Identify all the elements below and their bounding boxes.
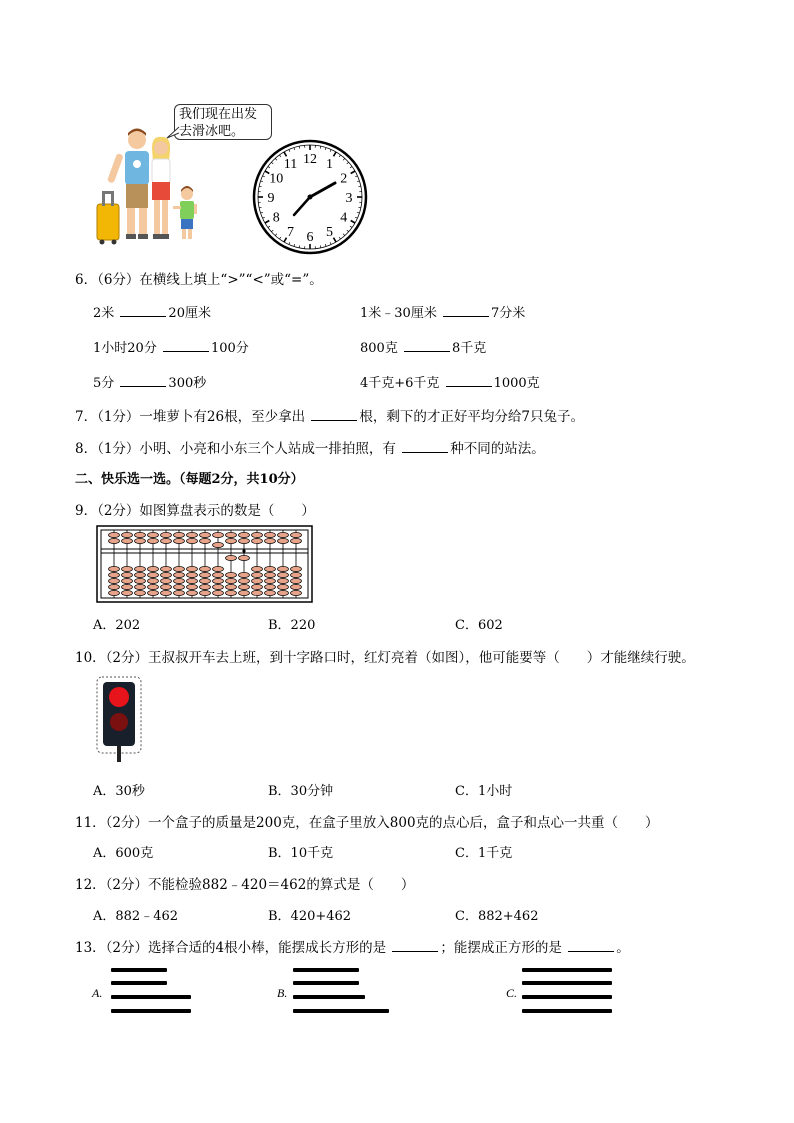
q9-option-a[interactable]: A．202 — [93, 618, 141, 633]
clock-number: 11 — [283, 157, 298, 173]
q10-option-b[interactable]: B．30分钟 — [268, 784, 334, 799]
clock-number: 10 — [269, 171, 284, 187]
q6-item-3 — [93, 337, 249, 356]
q6-item-1-blank[interactable] — [120, 304, 166, 317]
q13-a-stick — [111, 1009, 191, 1013]
q10-option-a[interactable]: A．30秒 — [93, 784, 145, 799]
clock-number: 9 — [267, 191, 275, 206]
abacus-image — [96, 525, 313, 603]
q10-title: 10．（2分）王叔叔开车去上班，到十字路口时，红灯亮着（如图），他可能要等（ ）才能继续行驶。 — [75, 650, 695, 666]
q13-b-stick — [293, 1009, 389, 1013]
q13-c-stick — [522, 995, 612, 999]
q6-item-1-left: 2米 — [93, 306, 115, 321]
clock-number: 4 — [340, 210, 348, 226]
family-illustration — [93, 124, 208, 246]
q13-text-middle: ；能摆成正方形的是 — [440, 940, 562, 956]
q6-item-2-right: 7分米 — [490, 306, 526, 321]
q9-option-c[interactable]: C．602 — [455, 618, 503, 633]
clock-number: 3 — [345, 191, 353, 206]
clock-number: 5 — [326, 224, 333, 240]
q8 — [75, 437, 545, 457]
q13-label-c[interactable]: C. — [506, 986, 518, 1000]
q6-item-2-left: 1米﹣30厘米 — [360, 306, 437, 321]
q13-c-stick — [522, 968, 612, 972]
q13-c-stick — [522, 1009, 612, 1013]
q6-item-4-left: 800克 — [360, 341, 398, 356]
q13-a-stick — [111, 995, 191, 999]
q13-label-a[interactable]: A. — [92, 986, 103, 1000]
q6-item-1 — [93, 302, 211, 321]
speech-bubble-tail — [166, 126, 180, 140]
q6-item-3-blank[interactable] — [163, 339, 209, 352]
q12-option-a[interactable]: A．882﹣462 — [93, 909, 179, 924]
q10-option-c[interactable]: C．1小时 — [455, 784, 513, 799]
clock-number: 12 — [303, 152, 317, 167]
q9-option-b[interactable]: B．220 — [268, 618, 316, 633]
q13-b-stick — [293, 995, 365, 999]
q7 — [75, 405, 584, 425]
q6-item-6-blank[interactable] — [446, 374, 492, 387]
q7-blank[interactable] — [311, 408, 357, 421]
q6-item-3-left: 1小时20分 — [93, 341, 157, 356]
q6-item-6-right: 1000克 — [493, 376, 540, 391]
q13-blank-square[interactable] — [568, 939, 614, 952]
section-2-heading: 二、快乐选一选。（每题2分，共10分） — [75, 472, 304, 487]
q6-item-2-blank[interactable] — [443, 304, 489, 317]
q6-item-6 — [360, 372, 540, 391]
clock-number: 6 — [306, 230, 314, 245]
q13-a-stick — [111, 981, 167, 985]
q6-item-1-right: 20厘米 — [168, 306, 211, 321]
q12-option-c[interactable]: C．882+462 — [455, 909, 539, 924]
q13-text-after: 。 — [616, 940, 630, 956]
q13-b-stick — [293, 981, 359, 985]
q6-item-4 — [360, 337, 486, 356]
q6-item-4-blank[interactable] — [404, 339, 450, 352]
q13-text-before: 13．（2分）选择合适的4根小棒，能摆成长方形的是 — [75, 940, 387, 956]
q13-c-stick — [522, 981, 612, 985]
q13-b-stick — [293, 968, 359, 972]
q7-text-before: 7．（1分）一堆萝卜有26根，至少拿出 — [75, 409, 306, 425]
clock-face — [252, 139, 368, 255]
q6-item-3-right: 100分 — [210, 341, 249, 356]
speech-line-1: 我们现在出发 — [179, 107, 258, 122]
q8-text-before: 8．（1分）小明、小亮和小东三个人站成一排拍照，有 — [75, 441, 396, 457]
q11-option-c[interactable]: C．1千克 — [455, 846, 513, 861]
clock-number: 7 — [287, 224, 294, 240]
q6-item-6-left: 4千克+6千克 — [360, 376, 440, 391]
q7-text-after: 根，剩下的才正好平均分给7只兔子。 — [359, 409, 584, 425]
q13-label-b[interactable]: B. — [277, 986, 288, 1000]
clock-number: 8 — [272, 210, 280, 226]
speech-bubble — [174, 104, 272, 140]
speech-line-2: 去滑冰吧。 — [179, 124, 245, 139]
q6-item-5-right: 300秒 — [168, 376, 207, 391]
q6-item-2 — [360, 302, 525, 321]
q11-title: 11．（2分）一个盒子的质量是200克，在盒子里放入800克的点心后，盒子和点心一共重（ ） — [75, 815, 659, 831]
q9-title: 9．（2分）如图算盘表示的数是（ ） — [75, 503, 315, 519]
q6-item-5-blank[interactable] — [120, 374, 166, 387]
q6-item-4-right: 8千克 — [451, 341, 487, 356]
clock-number: 1 — [326, 157, 333, 173]
q8-text-after: 种不同的站法。 — [450, 441, 545, 457]
q12-title: 12．（2分）不能检验882﹣420＝462的算式是（ ） — [75, 877, 415, 893]
q6-title: 6．（6分）在横线上填上“>”“<”或“=”。 — [75, 272, 323, 288]
q6-item-5-left: 5分 — [93, 376, 115, 391]
q13-a-stick — [111, 968, 167, 972]
clock-number: 2 — [340, 171, 348, 187]
q8-blank[interactable] — [402, 440, 448, 453]
q13 — [75, 936, 630, 956]
q12-option-b[interactable]: B．420+462 — [268, 909, 352, 924]
q6-item-5 — [93, 372, 206, 391]
traffic-light-image — [96, 676, 142, 764]
q11-option-a[interactable]: A．600克 — [93, 846, 154, 861]
q11-option-b[interactable]: B．10千克 — [268, 846, 334, 861]
q13-blank-rectangle[interactable] — [392, 939, 438, 952]
